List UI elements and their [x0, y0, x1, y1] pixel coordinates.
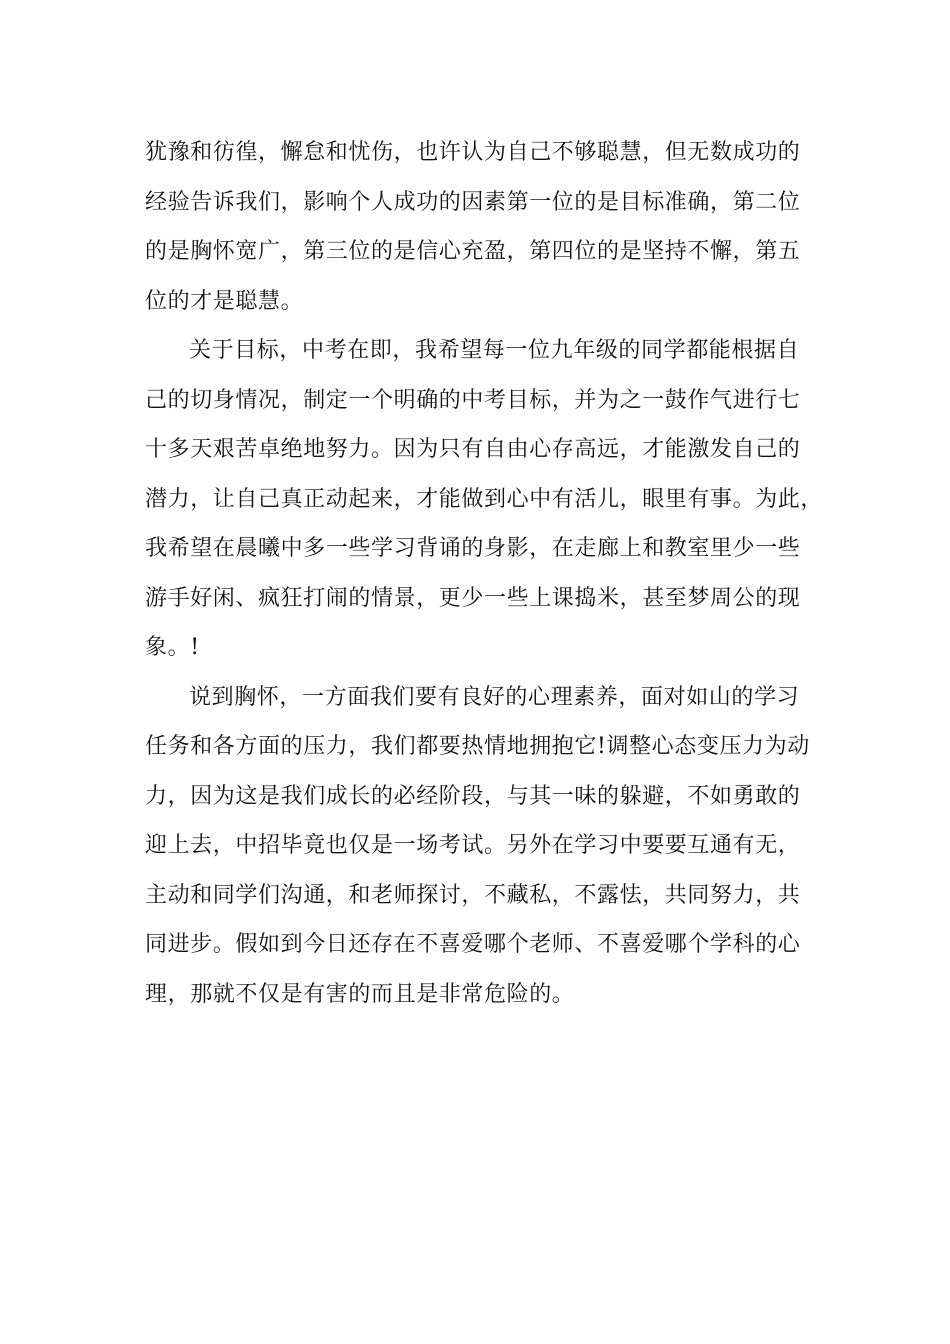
- text-line: 主动和同学们沟通，和老师探讨，不藏私，不露怯，共同努力，共: [145, 882, 801, 908]
- text-line: 理，那就不仅是有害的而且是非常危险的。: [145, 981, 575, 1007]
- text-line: 十多天艰苦卓绝地努力。因为只有自由心存高远，才能激发自己的: [145, 437, 801, 462]
- text-line: 迎上去，中招毕竟也仅是一场考试。另外在学习中要要互通有无，: [145, 833, 801, 858]
- text-line: 位的才是聪慧。: [145, 288, 304, 314]
- paragraph-start-line: 说到胸怀，一方面我们要有良好的心理素养，面对如山的学习: [189, 684, 800, 710]
- text-line: 经验告诉我们，影响个人成功的因素第一位的是目标准确，第二位: [145, 189, 801, 215]
- text-line: 我希望在晨曦中多一些学习背诵的身影，在走廊上和教室里少一些: [145, 536, 801, 561]
- text-line: 的是胸怀宽广，第三位的是信心充盈，第四位的是坚持不懈，第五: [145, 239, 801, 264]
- text-line: 潜力，让自己真正动起来，才能做到心中有活儿，眼里有事。为此，: [145, 486, 824, 512]
- text-line: 犹豫和彷徨，懈怠和忧伤，也许认为自己不够聪慧，但无数成功的: [145, 140, 801, 165]
- text-line: 游手好闲、疯狂打闹的情景，更少一些上课捣米，甚至梦周公的现: [145, 585, 801, 611]
- text-line: 象。!: [145, 635, 200, 660]
- paragraph-start-line: 关于目标，中考在即，我希望每一位九年级的同学都能根据自: [189, 338, 800, 363]
- text-line: 力，因为这是我们成长的必经阶段，与其一味的躲避，不如勇敢的: [145, 783, 801, 809]
- text-line: 同进步。假如到今日还存在不喜爱哪个老师、不喜爱哪个学科的心: [145, 932, 801, 957]
- text-line: 己的切身情况，制定一个明确的中考目标，并为之一鼓作气进行七: [145, 387, 801, 413]
- text-line: 任务和各方面的压力，我们都要热情地拥抱它!调整心态变压力为动: [145, 734, 810, 759]
- body-text: [145, 128, 825, 1019]
